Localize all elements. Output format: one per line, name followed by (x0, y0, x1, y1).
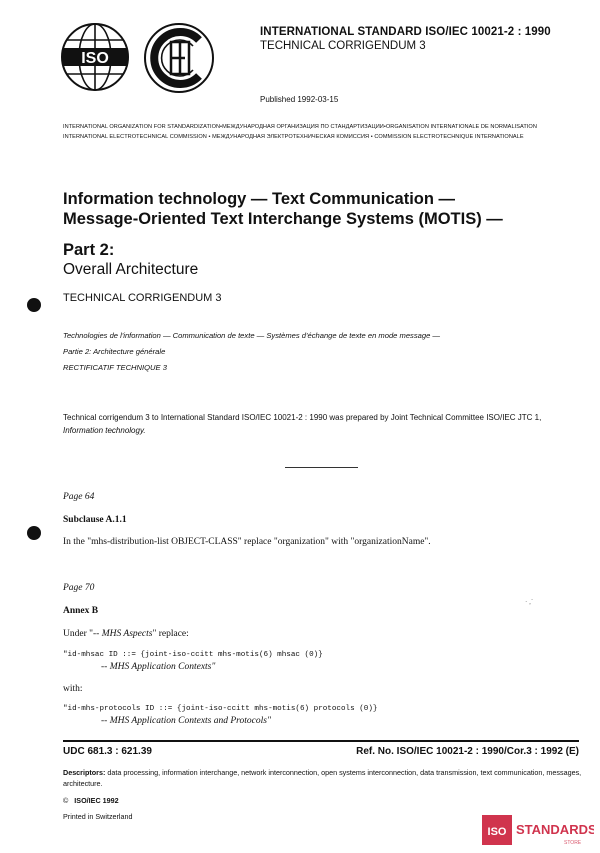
separator-rule (285, 467, 358, 468)
annex-heading-text: Annex B (63, 606, 99, 616)
iso-standards-store-watermark[interactable] (482, 812, 594, 848)
iec-logo (143, 22, 215, 94)
subclause-instruction: In the "mhs-distribution-list OBJECT-CLASS" replace "organization" with "organizationName". (63, 537, 431, 547)
page-70-label: Page 70 (63, 583, 95, 593)
watermark-iso-text: ISO (487, 826, 507, 838)
published-date: Published 1992-03-15 (260, 95, 339, 104)
udc-number: UDC 681.3 : 621.39 (63, 746, 152, 757)
asn1-code-replacement: "id-mhs-protocols ID ::= {joint-iso-ccitt mhs-motis(6) protocols (0)} (63, 705, 378, 713)
document-title-line-2: Message-Oriented Text Interchange Systems (MOTIS) — (63, 210, 503, 228)
punch-hole-dot (27, 526, 41, 540)
copyright-icon: © (63, 796, 69, 805)
descriptors-text: data processing, information interchange, network interconnection, open systems interconnection, data transmission, text communication, messages, architecture. (63, 768, 582, 788)
asn1-comment-replacement: -- MHS Application Contexts and Protocols" (101, 716, 271, 726)
asn1-code-original: "id-mhsac ID ::= {joint-iso-ccitt mhs-motis(6) mhsac (0)} (63, 651, 323, 659)
watermark-standards-text: STANDARDS (516, 822, 594, 837)
technical-corrigendum-heading: TECHNICAL CORRIGENDUM 3 (63, 292, 222, 304)
intro-text: Technical corrigendum 3 to International Standard ISO/IEC 10021-2 : 1990 was prepared by Joint Technical Committee ISO/IEC JTC 1, (63, 413, 542, 422)
watermark-store-text: STORE (564, 840, 582, 846)
copyright (63, 796, 119, 805)
under-prefix: Under " (63, 629, 93, 639)
asn1-comment-original: -- MHS Application Contexts" (101, 662, 216, 672)
copyright-text: ISO/IEC 1992 (74, 796, 119, 805)
descriptors (63, 767, 583, 789)
scan-speck: · ,´ (525, 598, 534, 606)
footer-rule (63, 740, 579, 742)
french-title-line-2: Partie 2: Architecture générale (63, 347, 166, 356)
french-title-line-3: RECTIFICATIF TECHNIQUE 3 (63, 363, 167, 372)
iso-logo (60, 22, 130, 92)
organization-line-iec: INTERNATIONAL ELECTROTECHNICAL COMMISSION • МЕЖДУНАРОДНАЯ ЭЛЕКТРОТЕХНИЧЕСКАЯ КОМИССИЯ • COMMISSION ELECTROTECHNIQUE INTERNATIONALE (63, 134, 524, 140)
organization-line-iso: INTERNATIONAL ORGANIZATION FOR STANDARDIZATION•МЕЖДУНАРОДНАЯ ОРГАНИЗАЦИЯ ПО СТАНДАРТИЗАЦИИ•ORGANISATION INTERNATIONALE DE NORMALISATION (63, 124, 537, 130)
standard-designation: INTERNATIONAL STANDARD ISO/IEC 10021-2 : 1990 (260, 26, 551, 38)
intro-paragraph (63, 411, 583, 437)
annex-heading (63, 606, 98, 616)
printed-in: Printed in Switzerland (63, 812, 133, 821)
iso-logo-text: ISO (81, 50, 109, 67)
part-title: Overall Architecture (63, 261, 199, 278)
page-64-label: Page 64 (63, 492, 95, 502)
french-title-line-1: Technologies de l'information — Communication de texte — Systèmes d'échange de texte en mode message — (63, 331, 441, 340)
reference-number: Ref. No. ISO/IEC 10021-2 : 1990/Cor.3 : 1992 (E) (356, 746, 579, 757)
document-title-line-1: Information technology — Text Communication — (63, 190, 456, 208)
under-suffix: " replace: (152, 629, 189, 639)
part-number: Part 2: (63, 241, 115, 259)
under-instruction (63, 629, 189, 639)
descriptors-label: Descriptors: (63, 768, 106, 777)
with-label: with: (63, 684, 83, 694)
under-italic: -- MHS Aspects (93, 629, 153, 639)
corrigendum-label: TECHNICAL CORRIGENDUM 3 (260, 40, 426, 52)
punch-hole-dot (27, 298, 41, 312)
intro-committee: Information technology. (63, 426, 146, 435)
subclause-heading: Subclause A.1.1 (63, 515, 127, 525)
